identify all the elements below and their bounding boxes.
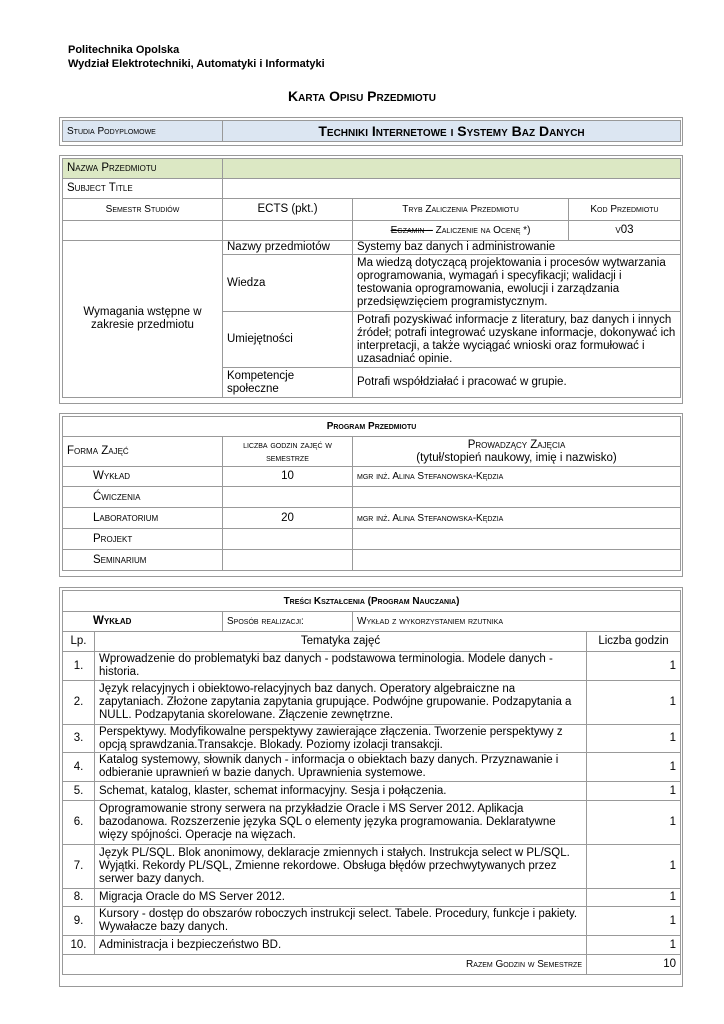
document-title: Karta Opisu Przedmiotu <box>288 88 436 104</box>
content-row-hours: 1 <box>587 907 681 936</box>
studies-value: Techniki Internetowe i Systemy Baz Danych <box>223 121 681 142</box>
program-title: Program Przedmiotu <box>63 417 681 437</box>
content-row-topic: Migracja Oracle do MS Server 2012. <box>95 889 587 907</box>
req-text-0: Systemy baz danych i administrowanie <box>353 241 681 255</box>
content-row-topic: Perspektywy. Modyfikowalne perspektywy zawierające złączenia. Tworzenie perspektywy z opcją sprawdzania.Transakcje. Blokady. Poziomy izolacji transakcji. <box>95 725 587 753</box>
content-row-topic: Język relacyjnych i obiektowo-relacyjnych baz danych. Operatory algebraiczne na zapytaniach. Złożone zapytania zapytania grupujące. Podwójne grupowanie. Podzapytania a NULL. Podzapytania skorelowane. Złączenie zewnętrzne. <box>95 681 587 725</box>
program-row-hours <box>223 529 353 550</box>
ects-value <box>223 221 353 241</box>
content-row-topic: Administracja i bezpieczeństwo BD. <box>95 936 587 955</box>
subject-table <box>62 158 681 398</box>
content-row-lp: 7. <box>63 845 95 889</box>
program-row-form: Laboratorium <box>63 508 223 529</box>
content-row-lp: 10. <box>63 936 95 955</box>
content-row-hours: 1 <box>587 681 681 725</box>
kod-label: Kod Przedmiotu <box>569 199 681 221</box>
studies-table <box>62 120 681 142</box>
req-text-2: Potrafi pozyskiwać informacje z literatury, baz danych i innych źródeł; potrafi integrować uzyskane informacje, dokonywać ich interpretacji, a także wyciągać wnioski oraz formułować i uzasadniać opinie. <box>353 312 681 368</box>
content-col-hours: Liczba godzin <box>587 632 681 652</box>
content-col-topic: Tematyka zajęć <box>95 632 587 652</box>
program-row-form: Projekt <box>63 529 223 550</box>
tryb-struck: Egzamin – <box>390 225 433 236</box>
content-row-lp: 1. <box>63 652 95 681</box>
program-teacher-sub: (tytuł/stopień naukowy, imię i nazwisko) <box>416 451 617 464</box>
content-method-value: Wykład z wykorzystaniem rzutnika <box>353 612 681 632</box>
req-text-3: Potrafi współdziałać i pracować w grupie. <box>353 368 681 398</box>
content-row-lp: 9. <box>63 907 95 936</box>
content-row-hours: 1 <box>587 845 681 889</box>
program-row-form: Ćwiczenia <box>63 487 223 508</box>
content-title: Treści Kształcenia (Program Nauczania) <box>63 591 681 612</box>
content-row-hours: 1 <box>587 652 681 681</box>
req-name-2: Umiejętności <box>223 312 353 368</box>
content-table <box>62 590 681 975</box>
kod-value: v03 <box>569 221 681 241</box>
program-row-hours: 20 <box>223 508 353 529</box>
content-col-lp: Lp. <box>63 632 95 652</box>
content-row-lp: 5. <box>63 782 95 801</box>
program-row-hours <box>223 487 353 508</box>
program-row-teacher: mgr inż. Alina Stefanowska-Kędzia <box>353 508 681 529</box>
faculty-name: Wydział Elektrotechniki, Automatyki i Informatyki <box>68 58 325 70</box>
subject-name-label: Nazwa Przedmiotu <box>63 159 223 179</box>
content-row-hours: 1 <box>587 936 681 955</box>
program-table <box>62 416 681 571</box>
program-col-hours: liczba godzin zajęć w semestrze <box>223 437 353 467</box>
program-col-form: Forma Zajęć <box>63 437 223 467</box>
content-row-hours: 1 <box>587 753 681 782</box>
program-row-teacher: mgr inż. Alina Stefanowska-Kędzia <box>353 467 681 487</box>
studies-label: Studia Podyplomowe <box>63 121 223 142</box>
req-text-1: Ma wiedzą dotyczącą projektowania i procesów wytwarzania oprogramowania, wymagań i specyfikacji; walidacji i testowania oprogramowania, ewolucji i zarządzania przedsięwzięciem programistycznym. <box>353 255 681 312</box>
semester-label: Semestr Studiów <box>63 199 223 221</box>
content-row-lp: 8. <box>63 889 95 907</box>
content-row-hours: 1 <box>587 725 681 753</box>
program-row-form: Wykład <box>63 467 223 487</box>
content-row-lp: 3. <box>63 725 95 753</box>
tryb-value <box>353 221 569 241</box>
tryb-label: Tryb Zaliczenia Przedmiotu <box>353 199 569 221</box>
program-row-teacher <box>353 550 681 571</box>
content-total-value: 10 <box>587 955 681 975</box>
program-row-teacher <box>353 487 681 508</box>
content-row-hours: 1 <box>587 889 681 907</box>
req-name-1: Wiedza <box>223 255 353 312</box>
content-method-label: Sposób realizacji: <box>223 612 353 632</box>
program-row-hours <box>223 550 353 571</box>
ects-label: ECTS (pkt.) <box>223 199 353 221</box>
program-row-form: Seminarium <box>63 550 223 571</box>
program-row-teacher <box>353 529 681 550</box>
content-row-hours: 1 <box>587 782 681 801</box>
program-teacher-heading: Prowadzący Zajęcia <box>467 438 566 451</box>
content-row-topic: Katalog systemowy, słownik danych - informacja o obiektach bazy danych. Przyznawanie i odbieranie uprawnień w bazie danych. Uprawnienia systemowe. <box>95 753 587 782</box>
req-name-3: Kompetencje społeczne <box>223 368 353 398</box>
content-row-topic: Schemat, katalog, klaster, schemat informacyjny. Sesja i połączenia. <box>95 782 587 801</box>
content-row-lp: 6. <box>63 801 95 845</box>
content-row-topic: Wprowadzenie do problematyki baz danych - podstawowa terminologia. Modele danych - historia. <box>95 652 587 681</box>
semester-value <box>63 221 223 241</box>
document-header <box>68 43 325 71</box>
subject-title-value <box>223 179 681 199</box>
req-name-0: Nazwy przedmiotów <box>223 241 353 255</box>
content-row-lp: 4. <box>63 753 95 782</box>
content-row-topic: Język PL/SQL. Blok anonimowy, deklaracje zmiennych i stałych. Instrukcja select w PL/SQL. Wyjątki. Rekordy PL/SQL, Zmienne rekordowe. Obsługa błędów przechwytywanych przez serwer bazy danych. <box>95 845 587 889</box>
content-row-lp: 2. <box>63 681 95 725</box>
program-col-teacher <box>353 437 681 467</box>
content-row-topic: Kursory - dostęp do obszarów roboczych instrukcji select. Tabele. Procedury, funkcje i pakiety. Wywałacze bazy danych. <box>95 907 587 936</box>
tryb-selected: Zaliczenie na Ocenę *) <box>435 225 531 236</box>
program-row-hours: 10 <box>223 467 353 487</box>
subject-title-label: Subject Title <box>63 179 223 199</box>
content-total-label: Razem Godzin w Semestrze <box>63 955 587 975</box>
subject-name-value <box>223 159 681 179</box>
requirements-label: Wymagania wstępne w zakresie przedmiotu <box>63 241 223 398</box>
university-name: Politechnika Opolska <box>68 44 180 56</box>
content-type: Wykład <box>63 612 223 632</box>
content-row-hours: 1 <box>587 801 681 845</box>
content-row-topic: Oprogramowanie strony serwera na przykładzie Oracle i MS Server 2012. Aplikacja bazodanowa. Rozszerzenie języka SQL o elementy języka programowania. Deklaratywne więzy spójności. Operacje na więzach. <box>95 801 587 845</box>
